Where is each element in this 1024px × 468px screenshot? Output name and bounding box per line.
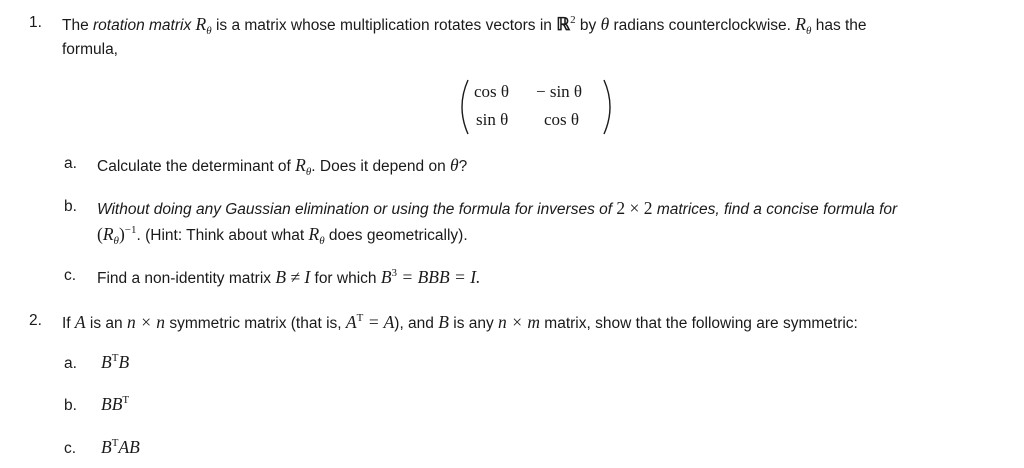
q1b-text: Without doing any Gaussian elimination or using the formula for inverses of — [97, 201, 613, 218]
q2-text: is any — [448, 315, 499, 332]
matrix-entry-11: cos θ — [474, 82, 510, 101]
q1-text: The — [62, 17, 94, 34]
reals-symbol: ℝ — [556, 14, 571, 34]
transpose-exponent: T — [111, 437, 119, 449]
theta-subscript: θ — [319, 235, 325, 247]
theta-symbol: θ — [450, 155, 459, 175]
ab-symbol: AB — [118, 437, 140, 457]
r-symbol: R — [308, 224, 320, 244]
question-1-intro-line-2: formula, — [62, 41, 118, 58]
q2-text: symmetric matrix (that is, — [165, 315, 346, 332]
question-2-number: 2. — [29, 312, 42, 329]
question-2a-label: a. — [64, 355, 77, 372]
question-2b-label: b. — [64, 397, 77, 414]
inverse-exponent: −1 — [124, 224, 137, 236]
two-by-two-math: 2 × 2 — [616, 198, 653, 218]
transpose-exponent: T — [122, 394, 130, 406]
transpose-exponent: T — [111, 352, 119, 364]
a-symbol: A — [345, 312, 357, 332]
n-by-n-math: n × n — [126, 312, 166, 332]
rotation-matrix — [456, 78, 616, 136]
r-symbol: R — [195, 14, 207, 34]
theta-subscript: θ — [805, 25, 812, 37]
b-symbol: B — [438, 312, 449, 332]
reals-exponent: 2 — [570, 14, 576, 26]
question-1a-label: a. — [64, 155, 77, 172]
question-1-number: 1. — [29, 14, 42, 31]
q2-text: ), and — [394, 315, 439, 332]
q1-text: is a matrix whose multiplication rotates vectors in — [211, 17, 557, 34]
question-2b-math — [101, 394, 129, 415]
theta-subscript: θ — [305, 166, 312, 178]
q2-text: matrix, show that the following are symmetric: — [540, 315, 858, 332]
r-symbol: R — [295, 155, 306, 175]
close-paren: ) — [118, 224, 125, 244]
b-symbol: B — [380, 267, 392, 287]
q1-text: has the — [811, 17, 867, 34]
q1c-text: for which — [310, 270, 381, 287]
q1a-text: ? — [458, 158, 468, 175]
q1-text: by — [575, 17, 601, 34]
n-by-m-math: n × m — [498, 312, 540, 332]
q1-text: radians counterclockwise. — [609, 17, 796, 34]
matrix-entry-12: − sin θ — [536, 82, 583, 101]
r-symbol: R — [102, 224, 114, 244]
rotation-matrix-term: rotation matrix — [93, 17, 192, 34]
question-2-text — [62, 312, 858, 333]
q1a-text: . Does it depend on — [311, 158, 451, 175]
b-symbol: B — [118, 352, 130, 372]
question-2a-math — [101, 352, 129, 373]
question-1c-label: c. — [64, 267, 77, 284]
question-2c-label: c. — [64, 440, 77, 457]
q1b-text: . (Hint: Think about what — [136, 227, 309, 244]
question-1-intro-line-1 — [62, 14, 867, 35]
transpose-exponent: T — [356, 312, 364, 324]
equals-a-math: = A — [363, 312, 395, 332]
question-2c-math — [101, 437, 140, 458]
question-1b-line-1 — [97, 198, 897, 219]
question-1b-label: b. — [64, 198, 77, 215]
a-symbol: A — [74, 312, 86, 332]
b-symbol: B — [101, 352, 112, 372]
cube-exponent: 3 — [391, 267, 398, 279]
theta-symbol: θ — [600, 14, 610, 34]
r-symbol: R — [795, 14, 806, 34]
question-1c-text — [97, 267, 480, 288]
q2-text: If — [62, 315, 75, 332]
question-1b-line-2 — [97, 224, 468, 245]
bbb-equals-i-math: = BBB = I. — [397, 267, 481, 287]
theta-subscript: θ — [206, 25, 212, 37]
question-1a-text — [97, 155, 467, 176]
matrix-entry-22: cos θ — [544, 110, 580, 129]
q1a-text: Calculate the determinant of — [97, 158, 296, 175]
q1b-text: matrices, find a concise formula for — [656, 201, 898, 218]
b-not-identity-math: B ≠ I — [275, 267, 311, 287]
q2-text: is an — [85, 315, 127, 332]
q1b-text: does geometrically). — [324, 227, 468, 244]
bb-symbol: BB — [101, 394, 123, 414]
open-paren: ( — [97, 224, 103, 244]
matrix-entry-21: sin θ — [476, 110, 509, 129]
b-symbol: B — [101, 437, 112, 457]
q1c-text: Find a non-identity matrix — [97, 270, 276, 287]
theta-subscript: θ — [113, 235, 119, 247]
